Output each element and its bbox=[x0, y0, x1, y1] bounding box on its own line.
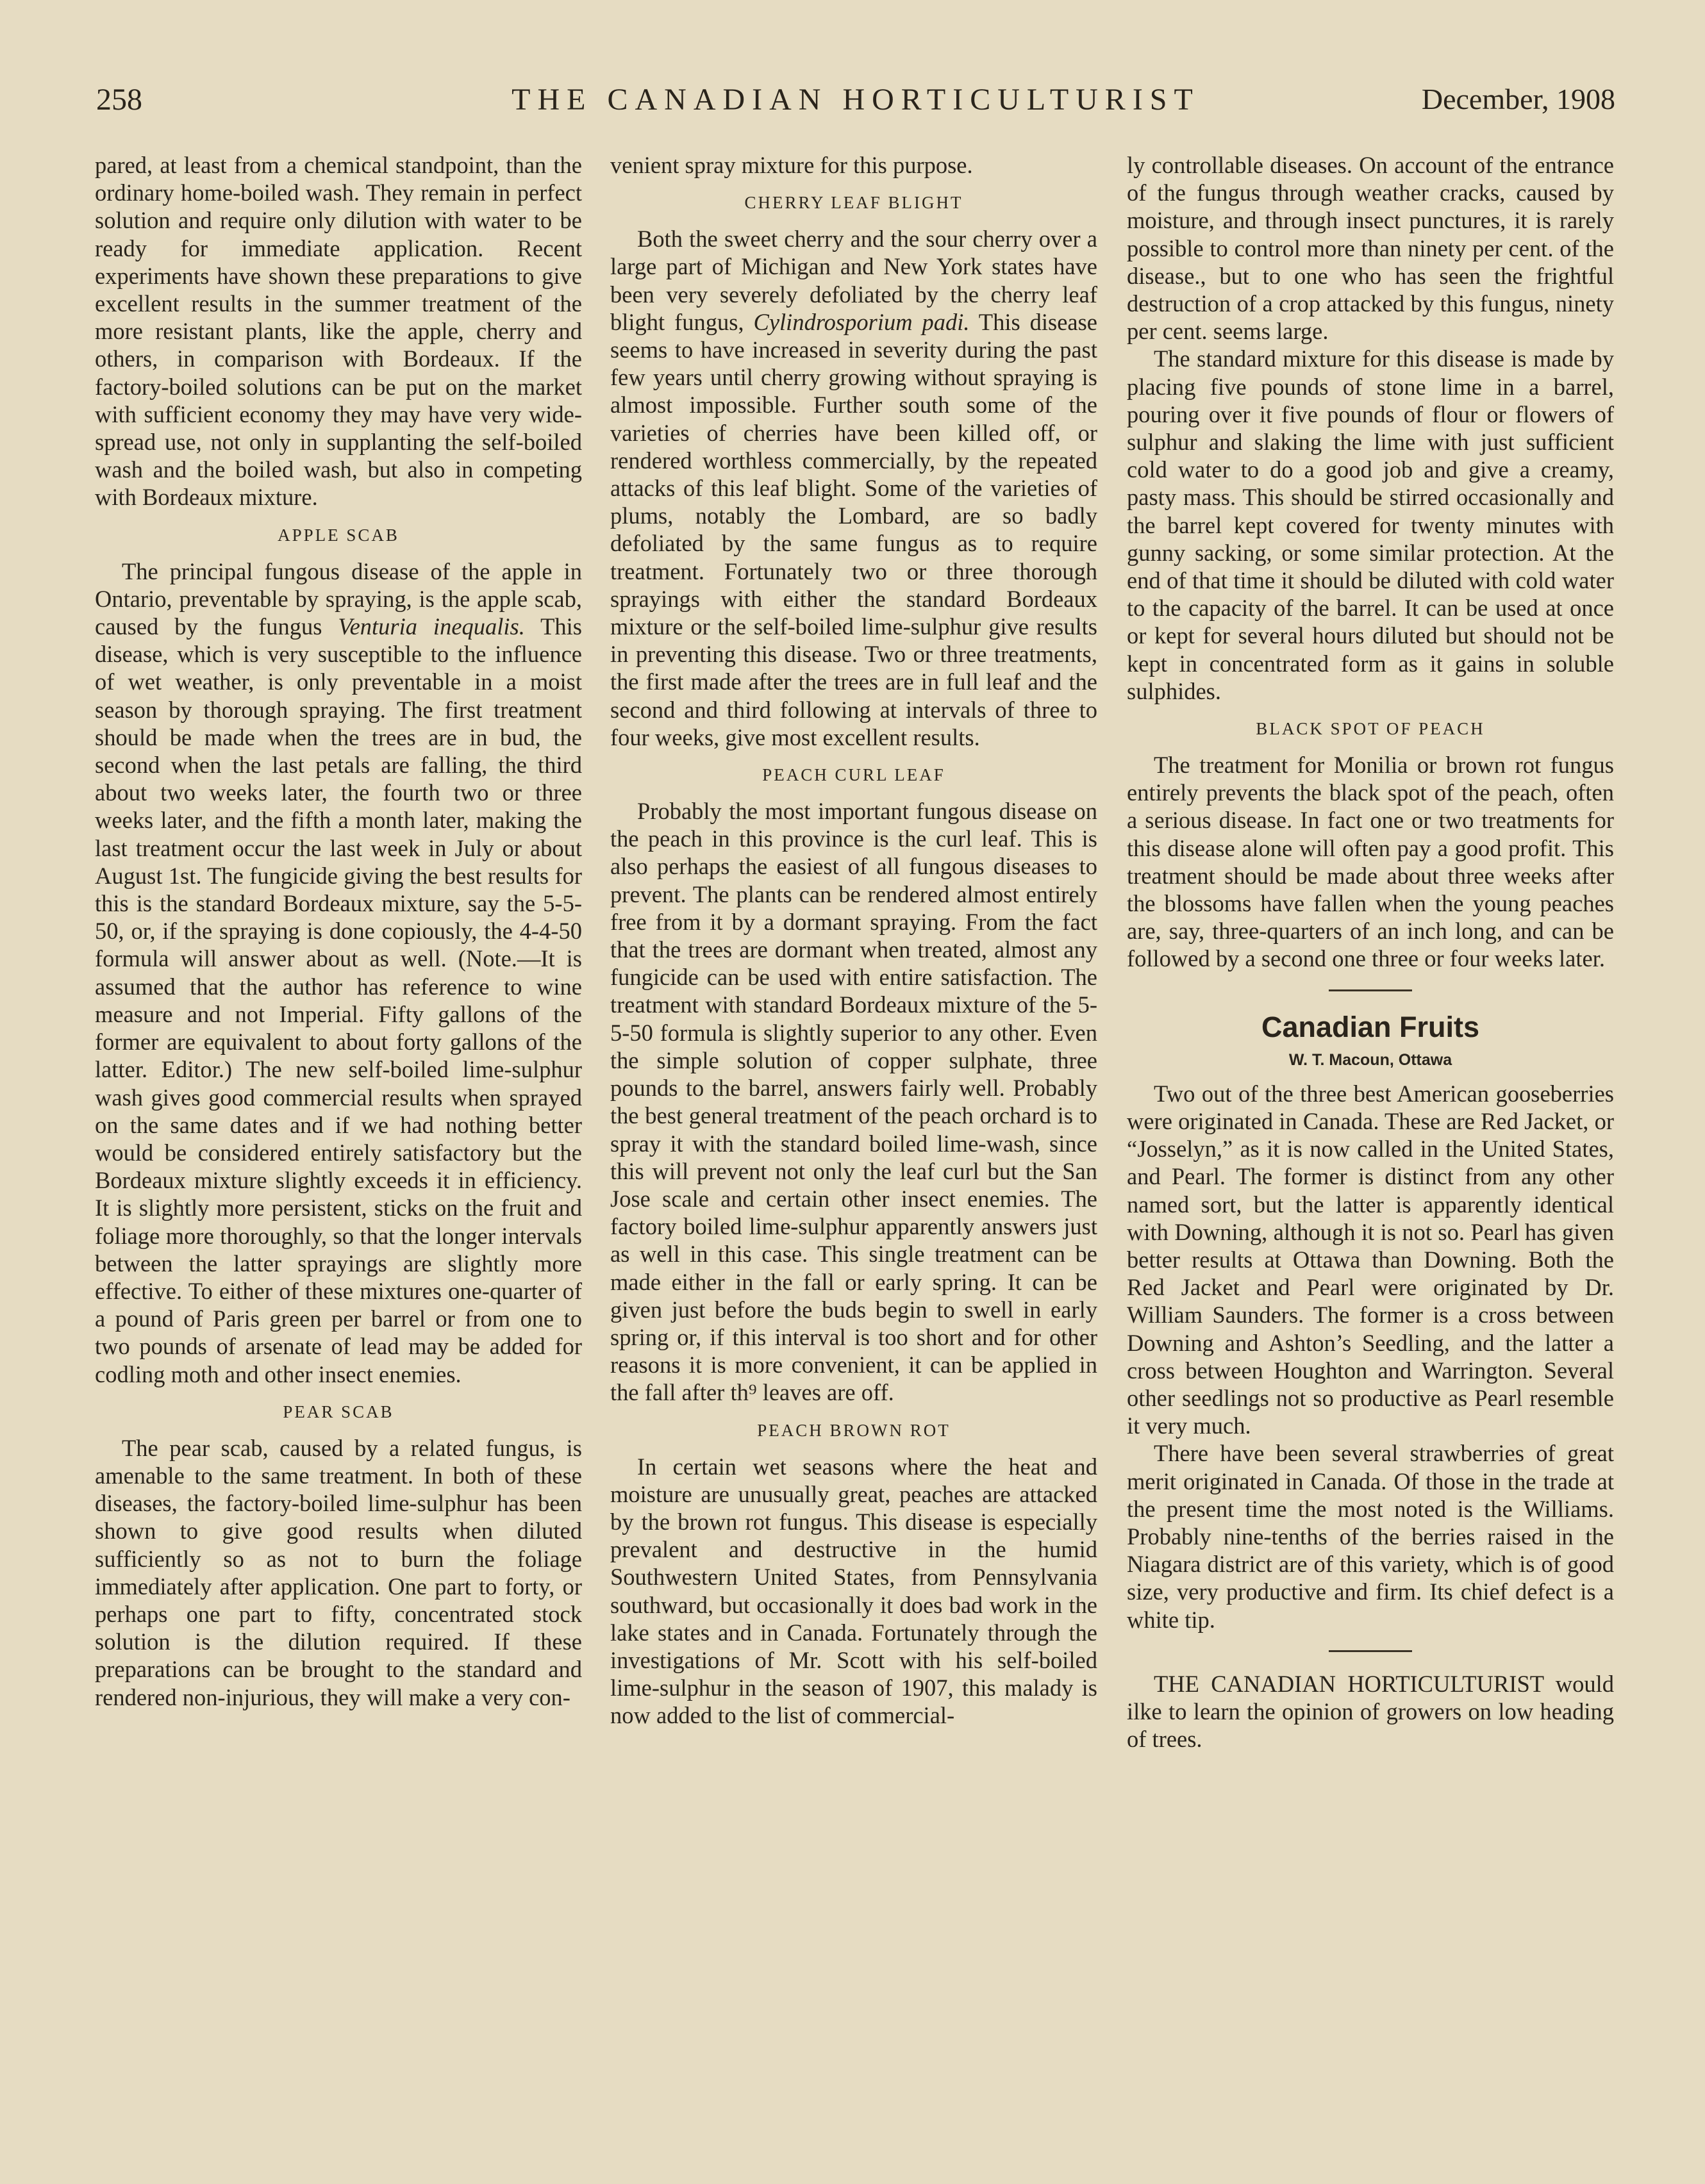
article-title: Canadian Fruits bbox=[1261, 1010, 1480, 1043]
paragraph: pared, at least from a chemical standpoint, than the ordinary home-boiled wash. They remain in perfect solution and require only dilution with water to be ready for immediate application. Recent experiments have shown these preparations to give excellent results in the summer treatment of the more resistant plants, like the apple, cherry and others, in comparison with Bordeaux. If the factory-boiled solutions can be put on the market with sufficient economy they may have very wide-spread use, not only in supplanting the self-boiled wash and the boiled wash, but also in competing with Bordeaux mixture. bbox=[95, 152, 582, 511]
divider bbox=[1329, 1650, 1412, 1652]
paragraph: ly controllable diseases. On account of the entrance of the fungus through weather cracks, caused by moisture, and through insect punctures, it is rarely possible to control more than ninety per cent. of the disease., but to one who has seen the frightful destruction of a crop attacked by this fungus, ninety per cent. seems large. bbox=[1127, 152, 1614, 345]
section-heading-black-spot: BLACK SPOT OF PEACH bbox=[1256, 719, 1485, 739]
paragraph-apple-scab: The principal fungous disease of the apple in Ontario, preventable by spraying, is the apple scab, caused by the fungus Venturia inequalis. This disease, which is very susceptible to the influence of wet weather, is only preventable in a moist season by thorough spraying. The first treatment should be made when the trees are in bud, the second when the last petals are falling, the third about two weeks later, the fourth two or three weeks later, and the fifth a month later, making the last treatment occur the last week in July or about August 1st. The fungicide giving the best results for this is the standard Bordeaux mixture, say the 5-5-50, or, if the spraying is done copiously, the 4-4-50 formula will answer about as well. (Note.—It is assumed that the author has reference to wine measure and not Imperial. Fifty gallons of the former are equivalent to about forty gallons of the latter. Editor.) The new self-boiled lime-sulphur wash gives good commercial results when sprayed on the same dates and if we had nothing better would be considered entirely satisfactory but the Bordeaux mixture slightly exceeds it in efficiency. It is slightly more persistent, sticks on the fruit and foliage more thoroughly, so that the longer intervals between the latter sprayings are slightly more effective. To either of these mixtures one-quarter of a pound of Paris green per barrel or from one to two pounds of arsenate of lead may be added for codling moth and other insect enemies. bbox=[95, 558, 583, 1387]
column-left bbox=[95, 151, 582, 1711]
section-heading-apple-scab: APPLE SCAB bbox=[278, 525, 399, 545]
species-name: Venturia inequalis. bbox=[338, 613, 525, 640]
paragraph: venient spray mixture for this purpose. bbox=[610, 152, 973, 178]
paragraph: The standard mixture for this disease is made by placing five pounds of stone lime in a barrel, pouring over it five pounds of flour or flowers of sulphur and slaking the lime with just sufficient cold water to do a good job and give a creamy, pasty mass. This should be stirred occasionally and the barrel kept covered for twenty minutes with gunny sacking, or some similar protection. At the end of that time it should be diluted with cold water to the capacity of the barrel. It can be used at once or kept for several hours diluted but should not be kept in concentrated form as it gains in soluble sulphides. bbox=[1127, 345, 1614, 704]
paragraph-pear-scab: The pear scab, caused by a related fungus, is amenable to the same treatment. In both of these diseases, the factory-boiled lime-sulphur has been shown to give good results when diluted sufficiently so as not to burn the foliage immediately after application. One part to forty, or perhaps one part to fifty, concentrated stock solution is the dilution required. If these preparations can be brought to the standard and rendered non-injurious, they will make a very con- bbox=[95, 1434, 582, 1710]
running-header bbox=[96, 82, 1615, 127]
paragraph-cherry-leaf-blight: Both the sweet cherry and the sour cherry over a large part of Michigan and New York states have been very severely defoliated by the cherry leaf blight fungus, Cylindrosporium padi. This disease seems to have increased in severity during the past few years until cherry growing without spraying is almost impossible. Further south some of the varieties of cherries have been killed off, or rendered worthless commercially, by the repeated attacks of this leaf blight. Some of the varieties of plums, notably the Lombard, are so badly defoliated by the same fungus as to require treatment. Fortunately two or three thorough sprayings with either the standard Bordeaux mixture or the self-boiled lime-sulphur give results in preventing this disease. Two or three treatments, the first made after the trees are in full leaf and the second and third following at intervals of three to four weeks, give most excellent results. bbox=[610, 226, 1097, 750]
paragraph: There have been several strawberries of great merit originated in Canada. Of those in the trade at the present time the most noted is the Williams. Probably nine-tenths of the berries raised in the Niagara district are of this variety, which is of good size, very productive and firm. Its chief defect is a white tip. bbox=[1127, 1440, 1614, 1633]
divider bbox=[1329, 989, 1412, 991]
journal-title: THE CANADIAN HORTICULTURIST bbox=[512, 83, 1200, 117]
page-number: 258 bbox=[96, 83, 142, 117]
section-heading-peach-curl-leaf: PEACH CURL LEAF bbox=[762, 765, 945, 785]
editorial-note: THE CANADIAN HORTICULTURIST would ilke to learn the opinion of growers on low heading of trees. bbox=[1127, 1670, 1614, 1753]
column-right bbox=[1127, 151, 1614, 1753]
paragraph-black-spot: The treatment for Monilia or brown rot fungus entirely prevents the black spot of the peach, often a serious disease. In fact one or two treatments for this disease alone will often pay a good profit. This treatment should be made about three weeks after the blossoms have fallen when the young peaches are, say, three-quarters of an inch long, and can be followed by a second one three or four weeks later. bbox=[1127, 752, 1614, 972]
paragraph-peach-brown-rot: In certain wet seasons where the heat and moisture are unusually great, peaches are attacked by the brown rot fungus. This disease is especially prevalent and destructive in the humid Southwestern United States, from Pennsylvania southward, but occasionally it does bad work in the lake states and in Canada. Fortunately through the investigations of Mr. Scott with his self-boiled lime-sulphur in the season of 1907, this malady is now added to the list of commercial- bbox=[610, 1453, 1097, 1729]
paragraph-peach-curl-leaf: Probably the most important fungous disease on the peach in this province is the curl leaf. This is also perhaps the easiest of all fungous diseases to prevent. The plants can be rendered almost entirely free from it by a dormant spraying. From the fact that the trees are dormant when treated, almost any fungicide can be used with entire satisfaction. The treatment with standard Bordeaux mixture of the 5-5-50 formula is slightly superior to any other. Even the simple solution of copper sulphate, three pounds to the barrel, answers fairly well. Probably the best general treatment of the peach orchard is to spray it with the standard boiled lime-wash, since this will prevent not only the leaf curl but the San Jose scale and certain other insect enemies. The factory boiled lime-sulphur apparently answers just as well in this case. This single treatment can be made either in the fall or early spring. It can be given just before the buds begin to swell in early spring or, if this interval is too short and for other reasons it is more convenient, it can be applied in the fall after th⁹ leaves are off. bbox=[610, 798, 1097, 1406]
byline: W. T. Macoun, Ottawa bbox=[1288, 1050, 1452, 1069]
species-name: Cylindrosporium padi. bbox=[753, 308, 970, 335]
section-heading-peach-brown-rot: PEACH BROWN ROT bbox=[757, 1420, 951, 1440]
paragraph: Two out of the three best American gooseberries were originated in Canada. These are Red Jacket, or “Josselyn,” as it is now called in the United States, and Pearl. The former is distinct from any other named sort, but the latter is apparently identical with Downing, although it is not so. Pearl has given better results at Ottawa than Downing. Both the Red Jacket and Pearl were originated by Dr. William Saunders. The former is a cross between Downing and Ashton’s Seedling, and the latter a cross between Houghton and Warrington. Several other seedlings not so productive as Pearl resemble it very much. bbox=[1127, 1080, 1614, 1439]
column-middle bbox=[610, 151, 1097, 1730]
section-heading-cherry-leaf-blight: CHERRY LEAF BLIGHT bbox=[744, 193, 963, 213]
section-heading-pear-scab: PEAR SCAB bbox=[283, 1402, 394, 1421]
issue-date: December, 1908 bbox=[1421, 83, 1615, 115]
